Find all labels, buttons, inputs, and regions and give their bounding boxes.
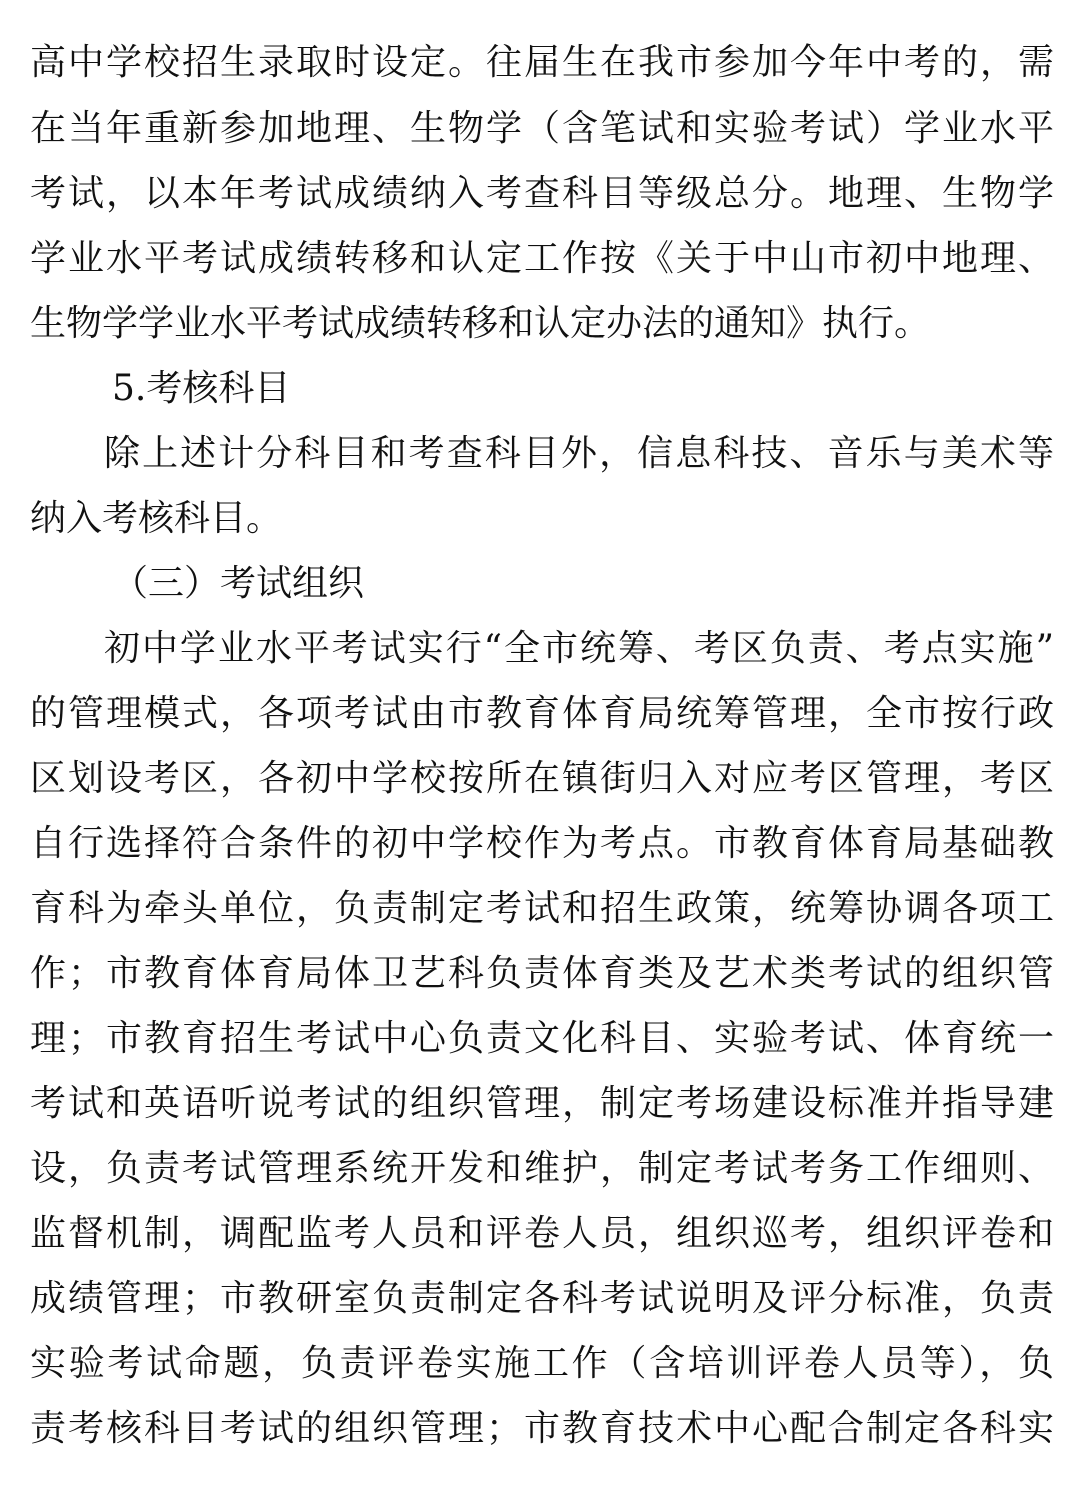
- paragraph-line: 高中学校招生录取时设定。往届生在我市参加今年中考的，需: [30, 42, 1054, 83]
- paragraph-line: 责考核科目考试的组织管理；市教育技术中心配合制定各科实: [30, 1408, 1054, 1449]
- paragraph-line: 初中学业水平考试实行“全市统筹、考区负责、考点实施”: [104, 628, 1054, 669]
- paragraph-line: 育科为牵头单位，负责制定考试和招生政策，统筹协调各项工: [30, 888, 1054, 929]
- paragraph-line: 监督机制，调配监考人员和评卷人员，组织巡考，组织评卷和: [30, 1213, 1054, 1254]
- paragraph-line: 考试和英语听说考试的组织管理，制定考场建设标准并指导建: [30, 1083, 1054, 1124]
- paragraph-line: 成绩管理；市教研室负责制定各科考试说明及评分标准，负责: [30, 1278, 1054, 1319]
- section-heading: 5.考核科目: [112, 368, 291, 409]
- paragraph-line: 设，负责考试管理系统开发和维护，制定考试考务工作细则、: [30, 1148, 1054, 1189]
- paragraph-line: 生物学学业水平考试成绩转移和认定办法的通知》执行。: [30, 303, 931, 344]
- paragraph-line: 学业水平考试成绩转移和认定工作按《关于中山市初中地理、: [30, 238, 1054, 279]
- paragraph-line: 的管理模式，各项考试由市教育体育局统筹管理，全市按行政: [30, 693, 1054, 734]
- paragraph-line: 理；市教育招生考试中心负责文化科目、实验考试、体育统一: [30, 1018, 1054, 1059]
- paragraph-line: 纳入考核科目。: [30, 498, 283, 539]
- paragraph-line: 区划设考区，各初中学校按所在镇街归入对应考区管理，考区: [30, 758, 1054, 799]
- section-heading: （三）考试组织: [112, 563, 365, 604]
- paragraph-line: 作；市教育体育局体卫艺科负责体育类及艺术类考试的组织管: [30, 953, 1054, 994]
- paragraph-line: 实验考试命题，负责评卷实施工作（含培训评卷人员等），负: [30, 1343, 1054, 1384]
- paragraph-line: 自行选择符合条件的初中学校作为考点。市教育体育局基础教: [30, 823, 1054, 864]
- paragraph-line: 在当年重新参加地理、生物学（含笔试和实验考试）学业水平: [30, 108, 1054, 149]
- paragraph-line: 考试，以本年考试成绩纳入考查科目等级总分。地理、生物学: [30, 173, 1054, 214]
- paragraph-line: 除上述计分科目和考查科目外，信息科技、音乐与美术等: [104, 433, 1054, 474]
